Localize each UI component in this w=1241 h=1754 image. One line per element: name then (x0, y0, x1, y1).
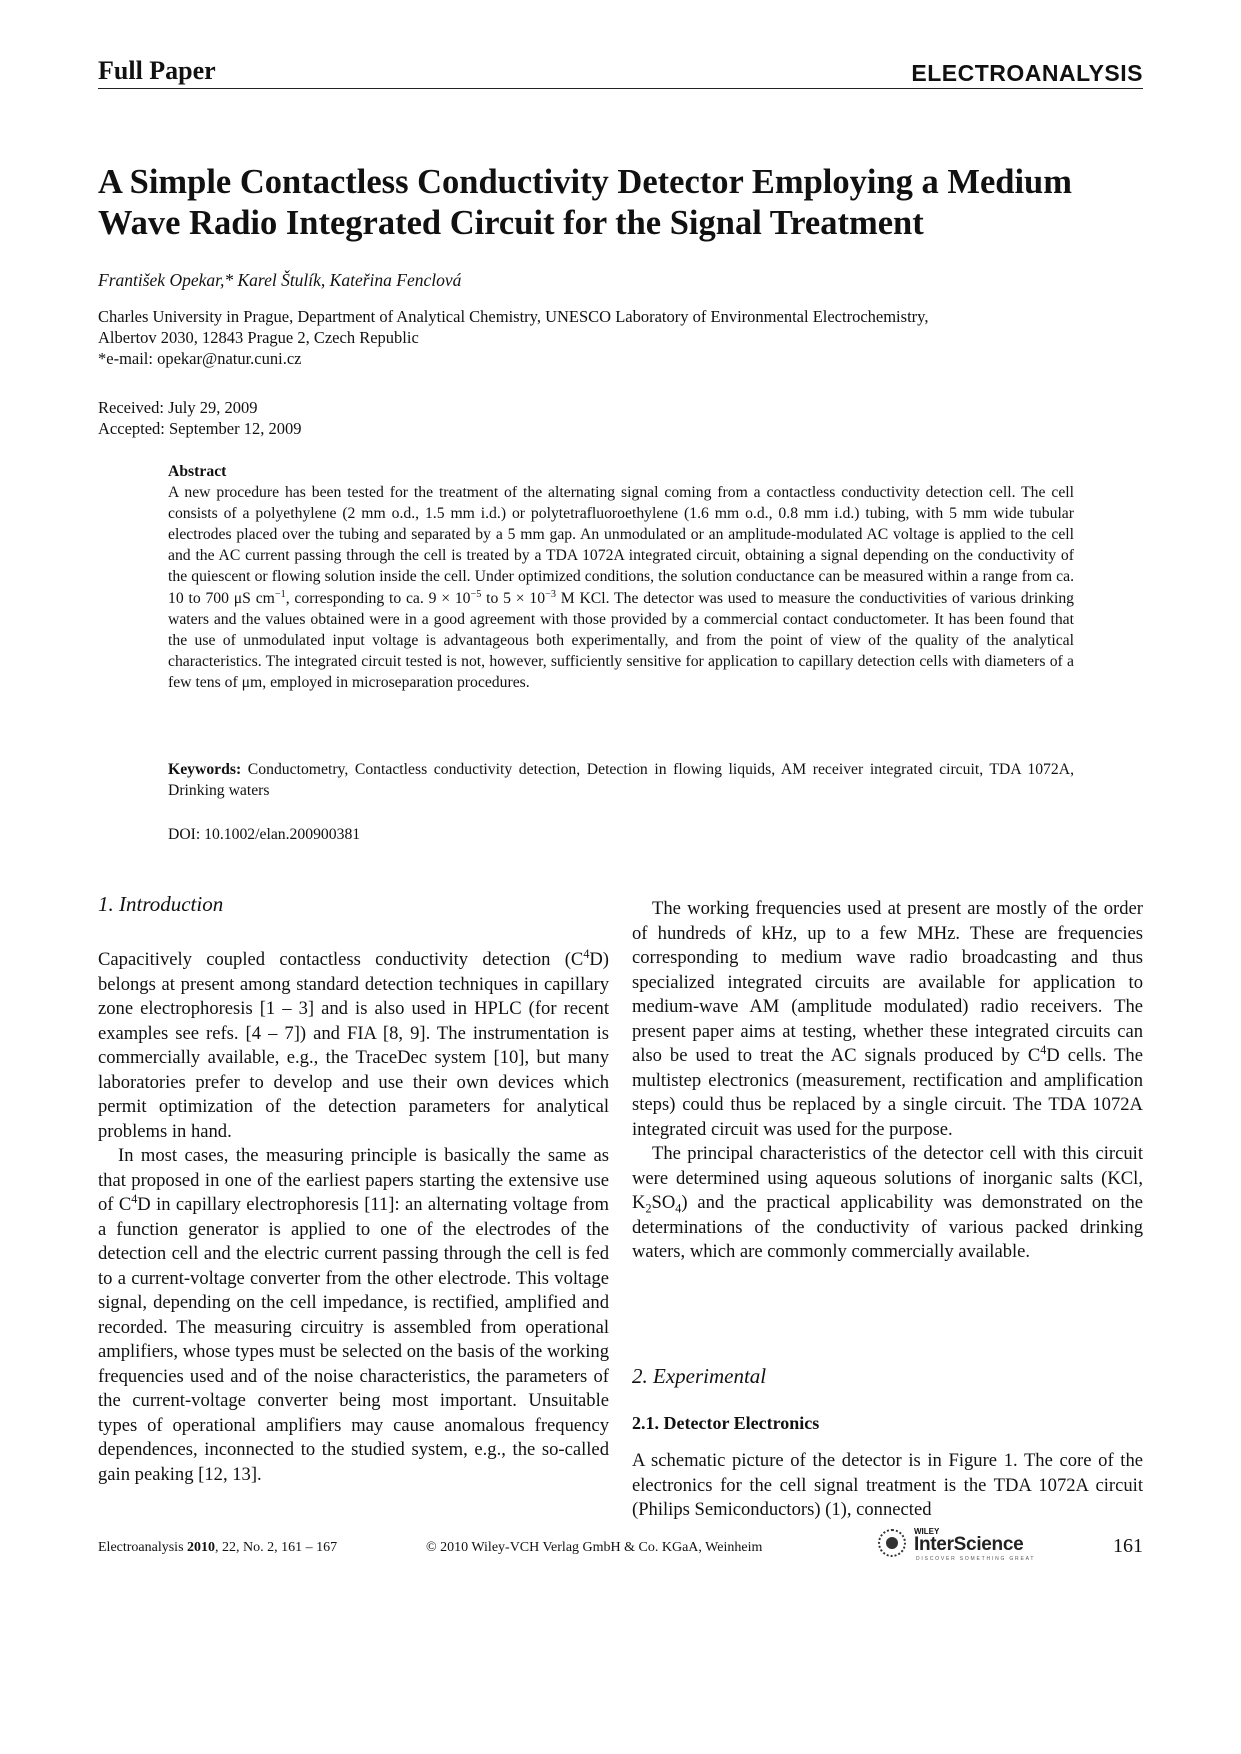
column-left (98, 948, 609, 1487)
doi: DOI: 10.1002/elan.200900381 (168, 826, 361, 843)
paragraph: In most cases, the measuring principle is basically the same as that proposed in one of the earliest papers starting the extensive use of $C^4D$ in capillary electrophoresis [11]: an alternating voltage from a function generator is applied to one of the electrodes of the detection cell and the electric current passing through the cell is fed to a current-voltage converter from the other electrode. This voltage signal, depending on the cell impedance, is rectified, amplified and recorded. The measuring circuitry is assembled from operational amplifiers, whose types must be selected on the basis of the working frequencies used and of the noise characteristics, the parameters of the current-voltage converter being most important. Unsuitable types of operational amplifiers may cause anomalous frequency dependences, inconnected to the studied system, e.g., the so-called gain peaking [12, 13]. (98, 1145, 609, 1485)
interscience-logo: WILEY InterScience DISCOVER SOMETHING GREAT (878, 1527, 1038, 1561)
globe-icon (878, 1529, 906, 1557)
affiliation-line-1: Charles University in Prague, Department of Analytical Chemistry, UNESCO Laboratory of Environmental Electrochemistry, (98, 307, 929, 326)
column-right-experimental (632, 1449, 1143, 1523)
page-number: 161 (1113, 1535, 1143, 1557)
copyright: © 2010 Wiley-VCH Verlag GmbH & Co. KGaA, Weinheim (426, 1540, 763, 1555)
section-heading-experimental: 2. Experimental (632, 1364, 767, 1388)
keywords (168, 759, 1074, 801)
subsection-heading-detector-electronics: 2.1. Detector Electronics (632, 1413, 820, 1433)
journal-name: ELECTROANALYSIS (911, 60, 1143, 86)
abstract-text: A new procedure has been tested for the treatment of the alternating signal coming from a contactless conductivity detection cell. The cell consists of a polyethylene (2 mm o.d., 1.5 mm i.d.) or polytetrafluoroethylene (1.6 mm o.d., 0.8 mm i.d.) tubing, with 5 mm wide tubular electrodes placed over the tubing and separated by a 5 mm gap. An unmodulated or an amplitude-modulated AC voltage is applied to the cell and the AC current passing through the cell is treated by a TDA 1072A integrated circuit, obtaining a signal depending on the conductivity of the quiescent or flowing solution inside the cell. Under optimized conditions, the solution conductance can be measured within a range from ca. 10 to 700 μS $cm^{-1}$, corresponding to ca. $9 \times 10^{-5}$ to $5 \times 10^{-3}$ M KCl. The detector was used to measure the conductivities of various drinking waters and the values obtained were in a good agreement with those provided by a commercial contact conductometer. It has been found that the use of unmodulated input voltage is advantageous both experimentally, and from the point of view of the quality of the analytical characteristics. The integrated circuit tested is not, however, sufficiently sensitive for application to capillary detection cells with diameters of a few tens of μm, employed in microseparation procedures. (168, 484, 1075, 691)
paragraph: The working frequencies used at present are mostly of the order of hundreds of kHz, up to a few MHz. These are frequencies corresponding to medium wave radio broadcasting and thus specialized integrated circuits are available for application to medium-wave AM (amplitude modulated) radio receivers. The present paper aims at testing, whether these integrated circuits can also be used to treat the AC signals produced by $C^4D$ cells. The multistep electronics (measurement, rectification and amplification steps) could thus be replaced by a single circuit. The TDA 1072A integrated circuit was used for the purpose. (632, 898, 1143, 1140)
column-right (632, 897, 1143, 1265)
paragraph: Capacitively coupled contactless conductivity detection $(C^4D)$ belongs at present among standard detection techniques in capillary zone electrophoresis [1 – 3] and is also used in HPLC (for recent examples see refs. [4 – 7]) and FIA [8, 9]. The instrumentation is commercially available, e.g., the TraceDec system [10], but many laboratories prefer to develop and use their own devices which permit optimization of the detection parameters for analytical problems in hand. (98, 946, 609, 1142)
header-rule (98, 88, 1143, 89)
article-title: A Simple Contactless Conductivity Detector Employing a Medium Wave Radio Integrated Circuit for the Signal Treatment (98, 163, 1072, 242)
section-label: Full Paper (98, 56, 216, 85)
paragraph: A schematic picture of the detector is in Figure 1. The core of the electronics for the cell signal treatment is the TDA 1072A circuit (Philips Semiconductors) (1), connected (632, 1450, 1143, 1520)
authors: František Opekar,* Karel Štulík, Kateřina Fenclová (98, 270, 462, 290)
citation: Electroanalysis 2010, 22, No. 2, 161 – 167 (98, 1540, 338, 1555)
abstract-heading: Abstract (168, 463, 227, 480)
email: *e-mail: opekar@natur.cuni.cz (98, 349, 302, 368)
article-dates (98, 397, 301, 439)
keywords-label: Keywords: (168, 761, 242, 778)
affiliation-line-2: Albertov 2030, 12843 Prague 2, Czech Republic (98, 328, 419, 347)
received-date: Received: July 29, 2009 (98, 398, 258, 417)
accepted-date: Accepted: September 12, 2009 (98, 419, 302, 438)
abstract (168, 461, 1074, 693)
section-heading-introduction: 1. Introduction (98, 892, 224, 916)
keywords-text: Conductometry, Contactless conductivity detection, Detection in flowing liquids, AM receiver integrated circuit, TDA 1072A, Drinking waters (168, 761, 1074, 800)
affiliation (98, 306, 1148, 369)
paragraph: The principal characteristics of the detector cell with this circuit were determined using aqueous solutions of inorganic salts (KCl, $K_2SO_4$) and the practical applicability was demonstrated on the determinations of the conductivity of various packed drinking waters, which are commonly commercially available. (632, 1143, 1143, 1262)
